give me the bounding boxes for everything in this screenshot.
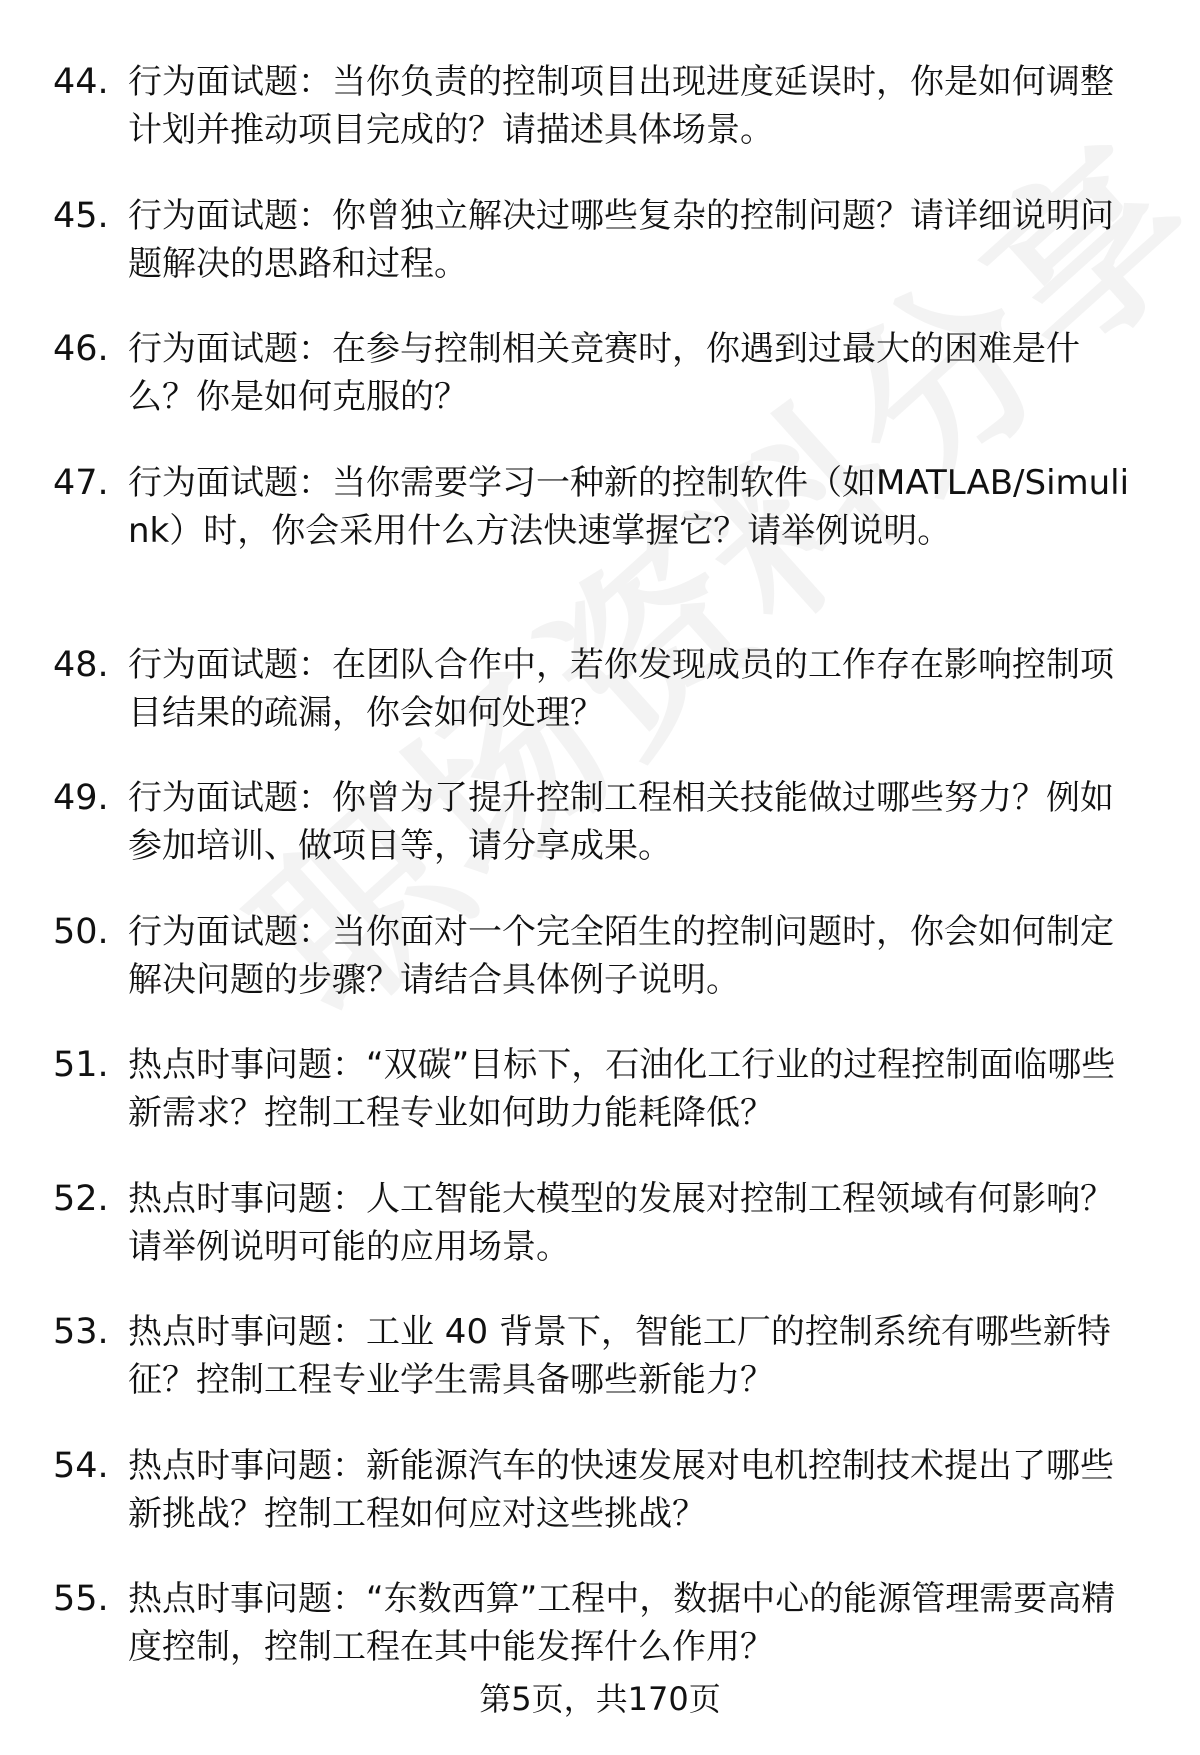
page-number-footer: 第5页，共170页 — [479, 1680, 721, 1718]
question-number: 49. — [53, 778, 109, 818]
question-item — [0, 1175, 1200, 1309]
question-number: 47. — [53, 462, 109, 503]
question-item — [0, 58, 1200, 192]
question-number: 46. — [53, 329, 109, 369]
question-item — [0, 1041, 1200, 1175]
question-number: 52. — [53, 1178, 109, 1219]
question-number: 45. — [53, 195, 109, 236]
question-text: 热点时事问题：“双碳”目标下，石油化工行业的过程控制面临哪些新需求？控制工程专业如何助力能耗降低？ — [128, 1045, 1116, 1133]
question-text: 行为面试题：在团队合作中，若你发现成员的工作存在影响控制项目结果的疏漏，你会如何处理？ — [128, 644, 1114, 733]
question-number: 50. — [53, 911, 109, 952]
question-text: 行为面试题：当你负责的控制项目出现进度延误时，你是如何调整计划并推动项目完成的？请描述具体场景。 — [128, 62, 1114, 150]
question-text: 热点时事问题：人工智能大模型的发展对控制工程领域有何影响？请举例说明可能的应用场景。 — [128, 1178, 1114, 1267]
question-number: 44. — [53, 62, 109, 102]
question-item — [0, 1442, 1200, 1576]
question-item — [0, 192, 1200, 326]
question-number: 48. — [53, 644, 109, 685]
question-list — [0, 58, 1200, 1709]
question-text: 行为面试题：在参与控制相关竞赛时，你遇到过最大的困难是什么？你是如何克服的？ — [128, 329, 1080, 417]
question-number: 51. — [53, 1045, 109, 1085]
question-item — [0, 459, 1200, 641]
question-number: 55. — [53, 1579, 109, 1619]
question-text: 热点时事问题：新能源汽车的快速发展对电机控制技术提出了哪些新挑战？控制工程如何应对这些挑战？ — [128, 1445, 1114, 1534]
question-item — [0, 908, 1200, 1042]
question-text: 热点时事问题：“东数西算”工程中，数据中心的能源管理需要高精度控制，控制工程在其中能发挥什么作用？ — [128, 1579, 1116, 1667]
question-item — [0, 774, 1200, 908]
question-item — [0, 1308, 1200, 1442]
question-text: 行为面试题：你曾独立解决过哪些复杂的控制问题？请详细说明问题解决的思路和过程。 — [128, 195, 1114, 284]
question-item — [0, 325, 1200, 459]
question-text: 行为面试题：当你需要学习一种新的控制软件（如MATLAB/Simulink）时，你会采用什么方法快速掌握它？请举例说明。 — [128, 462, 1130, 551]
question-text: 行为面试题：当你面对一个完全陌生的控制问题时，你会如何制定解决问题的步骤？请结合具体例子说明。 — [128, 911, 1114, 1000]
question-text: 热点时事问题：工业 40 背景下，智能工厂的控制系统有哪些新特征？控制工程专业学生需具备哪些新能力？ — [128, 1312, 1111, 1400]
question-item — [0, 641, 1200, 775]
question-number: 53. — [53, 1312, 109, 1352]
question-number: 54. — [53, 1445, 109, 1486]
question-text: 行为面试题：你曾为了提升控制工程相关技能做过哪些努力？例如参加培训、做项目等，请分享成果。 — [128, 778, 1114, 866]
